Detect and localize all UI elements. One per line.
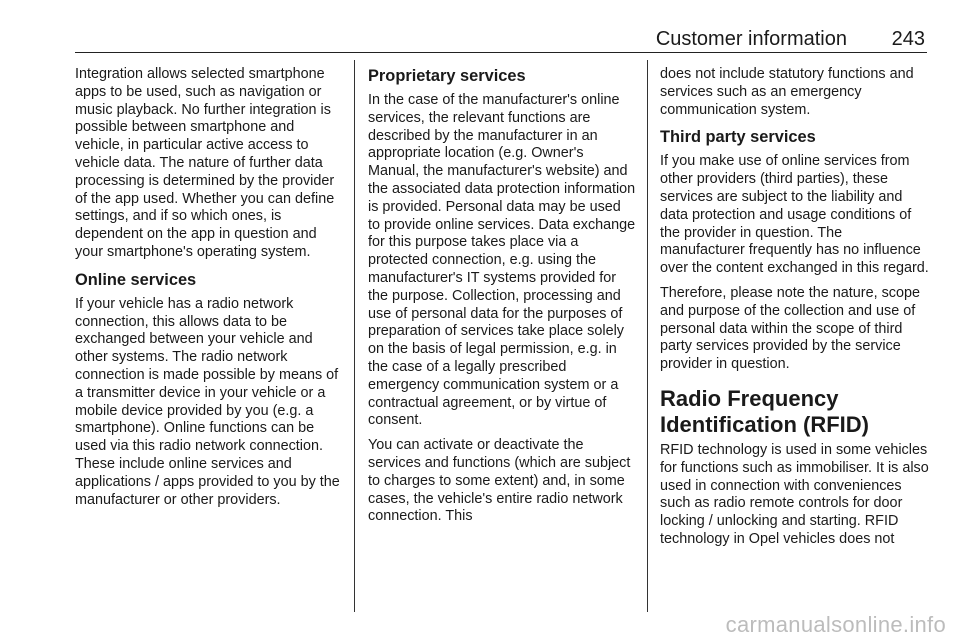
rfid-paragraph: RFID technology is used in some vehicles for functions such as immobiliser. It is also used in connection with conveniences such as radio remote controls for door locking / unlocking and starting. RFID technology in Opel vehicles does not — [660, 441, 929, 547]
integration-paragraph: Integration allows selected smartphone apps to be used, such as navigation or music playback. No further integration is possible between smartphone and vehicle, in particular active access to vehicle data. The nature of further data processing is determined by the provider of the app used. Whether you can define settings, and if so which ones, is dependent on the app in question and your smartphone's operating system. — [75, 66, 335, 260]
online-services-heading: Online services — [75, 270, 197, 289]
column-3 — [660, 66, 930, 612]
column-1 — [75, 66, 345, 612]
proprietary-services-paragraph-2: You can activate or deactivate the services and functions (which are subject to charges to some extent) and, in some cases, the vehicle's entire radio network connection. This — [368, 437, 631, 525]
column-divider-1 — [354, 60, 355, 612]
third-party-services-heading: Third party services — [660, 128, 816, 147]
watermark: carmanualsonline.info — [725, 612, 946, 637]
page-title: Customer information — [655, 28, 847, 50]
online-services-paragraph: If your vehicle has a radio network connection, this allows data to be exchanged between your vehicle and other systems. The radio network connection is made possible by means of a transmitter device in your vehicle or a mobile device provided by you (e.g. a smartphone). Online functions can be used via this radio network connection. These include online services and applications / apps provided to you by the manufacturer or other providers. — [75, 295, 340, 508]
page-header — [75, 26, 927, 53]
column-divider-2 — [647, 60, 648, 612]
rfid-heading: Radio Frequency Identification (RFID) — [660, 385, 869, 437]
third-party-paragraph-1: If you make use of online services from other providers (third parties), these services are subject to the liability and data protection and usage conditions of the provider in question. The manufacturer frequently has no influence over the content exchanged in this regard. — [660, 153, 929, 277]
column-2 — [368, 66, 636, 612]
proprietary-services-heading: Proprietary services — [368, 67, 526, 85]
proprietary-services-paragraph-1: In the case of the manufacturer's online services, the relevant functions are described by the manufacturer in an appropriate location (e.g. Owner's Manual, the manufacturer's website) and the associated data protection information is provided. Personal data may be used to provide online services. Data exchange for this purpose takes place via a protected connection, e.g. using the manufacturer's IT systems provided for the purpose. Collection, processing and use of personal data for the purposes of preparation of services take place solely on the basis of legal permission, e.g. in the case of a legally prescribed emergency communication system or a contractual agreement, or by virtue of consent. — [368, 92, 636, 429]
continued-paragraph: does not include statutory functions and services such as an emergency communication system. — [660, 66, 914, 118]
third-party-paragraph-2: Therefore, please note the nature, scope and purpose of the collection and use of personal data within the scope of third party services provided by the service provider in question. — [660, 284, 921, 373]
page-number: 243 — [891, 28, 925, 50]
